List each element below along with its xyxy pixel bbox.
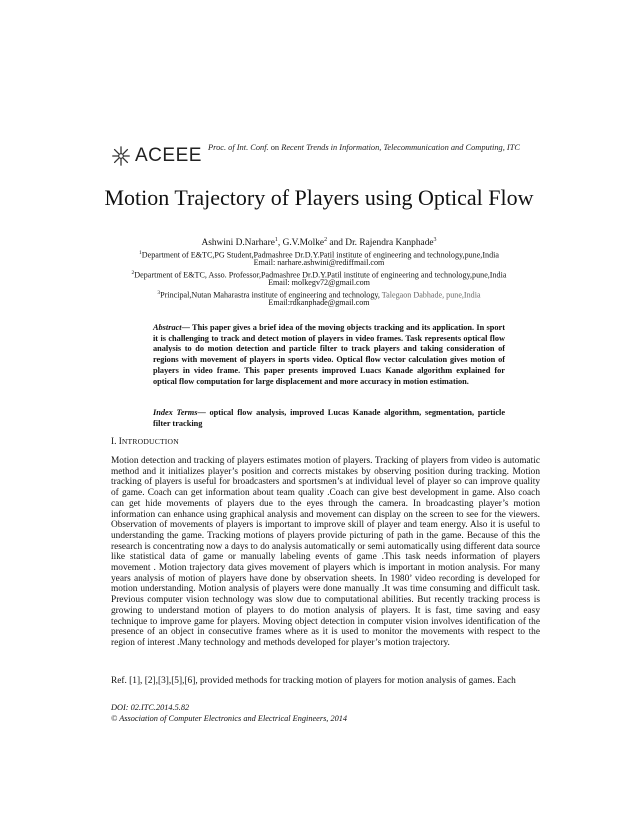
affiliation-2-sup: 2 (131, 270, 135, 276)
author-separator: and (327, 238, 346, 249)
author-3-sup: 3 (433, 237, 437, 243)
affiliation-3-sup: 3 (157, 290, 161, 296)
doi: DOI: 02.ITC.2014.5.82 (111, 703, 190, 712)
proceedings-line (208, 143, 520, 152)
author-separator: , (277, 238, 283, 249)
affiliation-3-location: Talegaon Dabhade, pune,India (381, 290, 481, 300)
author-3: Dr. Rajendra Kanphade (345, 238, 434, 249)
abstract-text: This paper gives a brief idea of the moving objects tracking and its application. In sport it is challenging to track and detect motion of players in video frames. Task represents optical flow analysis to do motion detection and particle filter to track players and taking consideration of regions with movement of players in sports video. Optical flow vector calculation gives motion of players in video frame. This paper presents improved Luacs Kanade algorithm explained for optical flow computation for large displacement and more accuracy in motion estimation. (153, 323, 505, 386)
authors-line (0, 235, 638, 249)
aceee-star-icon (110, 145, 132, 167)
index-terms-label: Index Terms (153, 408, 198, 417)
abstract-label: Abstract (153, 323, 182, 332)
email-3: Email:rdkanphade@gmail.com (268, 298, 370, 307)
affiliation-3-text: Principal,Nutan Maharastra institute of engineering and technology, (160, 290, 382, 300)
proc-on: on (268, 143, 282, 152)
index-terms-dash: — (197, 408, 210, 417)
affiliation-1-text: Department of E&TC,PG Student,Padmashree Dr.D.Y.Patil institute of engineering and technology,pune,India (141, 250, 499, 260)
author-2: G.V.Molke (282, 238, 325, 249)
author-1: Ashwini D.Narhare (201, 238, 275, 249)
logo-text: ACEEE (135, 145, 202, 166)
email-1: Email: narhare.ashwini@rediffmail.com (253, 258, 385, 267)
affiliation-1-sup: 1 (139, 250, 142, 256)
proc-prefix: Proc. of Int. Conf. (208, 143, 269, 152)
copyright: © Association of Computer Electronics and Electrical Engineers, 2014 (111, 714, 348, 723)
author-1-sup: 1 (274, 237, 278, 243)
abstract-dash: — (181, 323, 193, 332)
section-title-rest: NTRODUCTION (121, 437, 179, 446)
introduction-paragraph: Motion detection and tracking of players estimates motion of players. Tracking of players from video is automatic method and it initializes player’s position and corrects mistakes by observing position during tracking. Motion tracking of players is useful for broadcasters and sportsmen’s at individual level of player so can improve quality of game. Coach can get information about team quality .Coach can give best development in game. Also coach can get hide movements of players due to the eyes through the camera. In broadcasting player’s motion information can enhance using graphical analysis and movement can display on the screen to see for the viewers. Observation of movements of players is important to improve skill of player and team energy. Also it is useful to understanding the game. Tracking motions of players provide picturing of path in the game. Because of this the research is concentrating now a days to do analysis automatically or semi automatically using different data source like statistical data of game or manually labeling events of game .This task needs information of players movement . Motion trajectory data gives movement of players which is important in motion analysis. For many years analysis of motion of players have done by observation sheets. In 1980’ video recording is developed for motion understanding. Motion analysis of players were done manually .It was time consuming and difficult task. Previous computer vision technology was slow due to computational abilities. But recently tracking process is growing to understand motion of players to do motion analysis of players. It is fast, time saving and easy technique to improve game for players. Moving object detection in computer vision involves identification of the presence of an object in consecutive frames where as it is used to monitor the movements with respect to the region of interest .Many technology and methods developed for player’s motion trajectory. (111, 456, 540, 648)
abstract (153, 323, 505, 387)
email-2: Email: molkegv72@gmail.com (268, 278, 370, 287)
section-heading (111, 437, 179, 447)
paper-title: Motion Trajectory of Players using Optical Flow (104, 185, 534, 210)
index-terms (153, 408, 505, 429)
introduction-ref-line: Ref. [1], [2],[3],[5],[6], provided methods for tracking motion of players for motion analysis of games. Each (111, 676, 516, 686)
author-2-sup: 2 (324, 237, 328, 243)
section-number: I. (111, 437, 119, 447)
section-initial: I (118, 437, 122, 447)
affiliation-2-text: Department of E&TC, Asso. Professor,Padmashree Dr.D.Y.Patil institute of engineering and technology,pune,India (134, 270, 507, 280)
footer (111, 702, 347, 724)
proc-conference: Recent Trends in Information, Telecommunication and Computing, ITC (281, 143, 520, 152)
index-terms-text: optical flow analysis, improved Lucas Kanade algorithm, segmentation, particle filter tracking (153, 408, 506, 428)
introduction-body (111, 456, 540, 649)
aceee-logo (110, 145, 202, 167)
